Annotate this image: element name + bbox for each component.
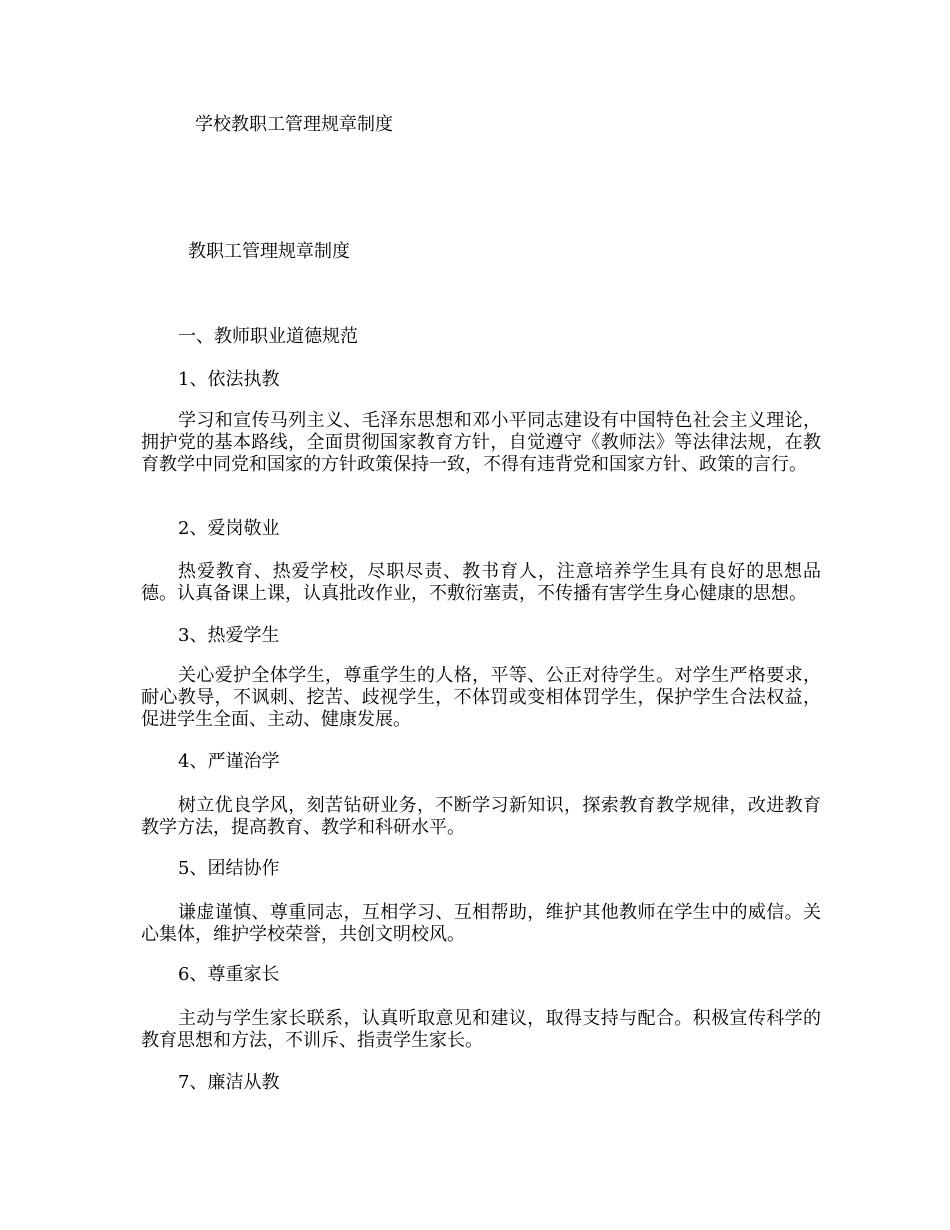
document-title: 学校教职工管理规章制度 (195, 114, 393, 135)
section-heading: 一、教师职业道德规范 (178, 326, 358, 347)
item-body-2: 热爱教育、热爱学校，尽职尽责、教书育人，注意培养学生具有良好的思想品德。认真备课上课，认真批改作业，不敷衍塞责，不传播有害学生身心健康的思想。 (141, 561, 821, 604)
item-heading-2: 2、爱岗敬业 (178, 518, 280, 539)
item-heading-1: 1、依法执教 (178, 369, 280, 390)
item-heading-7: 7、廉洁从教 (178, 1072, 280, 1093)
item-body-4: 树立优良学风，刻苦钻研业务，不断学习新知识，探索教育教学规律，改进教育教学方法，提高教育、教学和科研水平。 (141, 795, 821, 838)
document-subtitle: 教职工管理规章制度 (188, 241, 350, 262)
item-heading-4: 4、严谨治学 (178, 751, 280, 772)
item-body-1: 学习和宣传马列主义、毛泽东思想和邓小平同志建设有中国特色社会主义理论，拥护党的基本路线，全面贯彻国家教育方针，自觉遵守《教师法》等法律法规，在教育教学中同党和国家的方针政策保持一致，不得有违背党和国家方针、政策的言行。 (141, 410, 821, 475)
item-heading-3: 3、热爱学生 (178, 625, 280, 646)
item-body-3: 关心爱护全体学生，尊重学生的人格，平等、公正对待学生。对学生严格要求，耐心教导，不讽刺、挖苦、歧视学生，不体罚或变相体罚学生，保护学生合法权益，促进学生全面、主动、健康发展。 (141, 665, 821, 730)
item-body-5: 谦虚谨慎、尊重同志，互相学习、互相帮助，维护其他教师在学生中的威信。关心集体，维护学校荣誉，共创文明校风。 (141, 902, 821, 945)
item-heading-6: 6、尊重家长 (178, 964, 280, 985)
item-heading-5: 5、团结协作 (178, 858, 280, 879)
item-body-6: 主动与学生家长联系，认真听取意见和建议，取得支持与配合。积极宣传科学的教育思想和方法，不训斥、指责学生家长。 (141, 1008, 821, 1051)
